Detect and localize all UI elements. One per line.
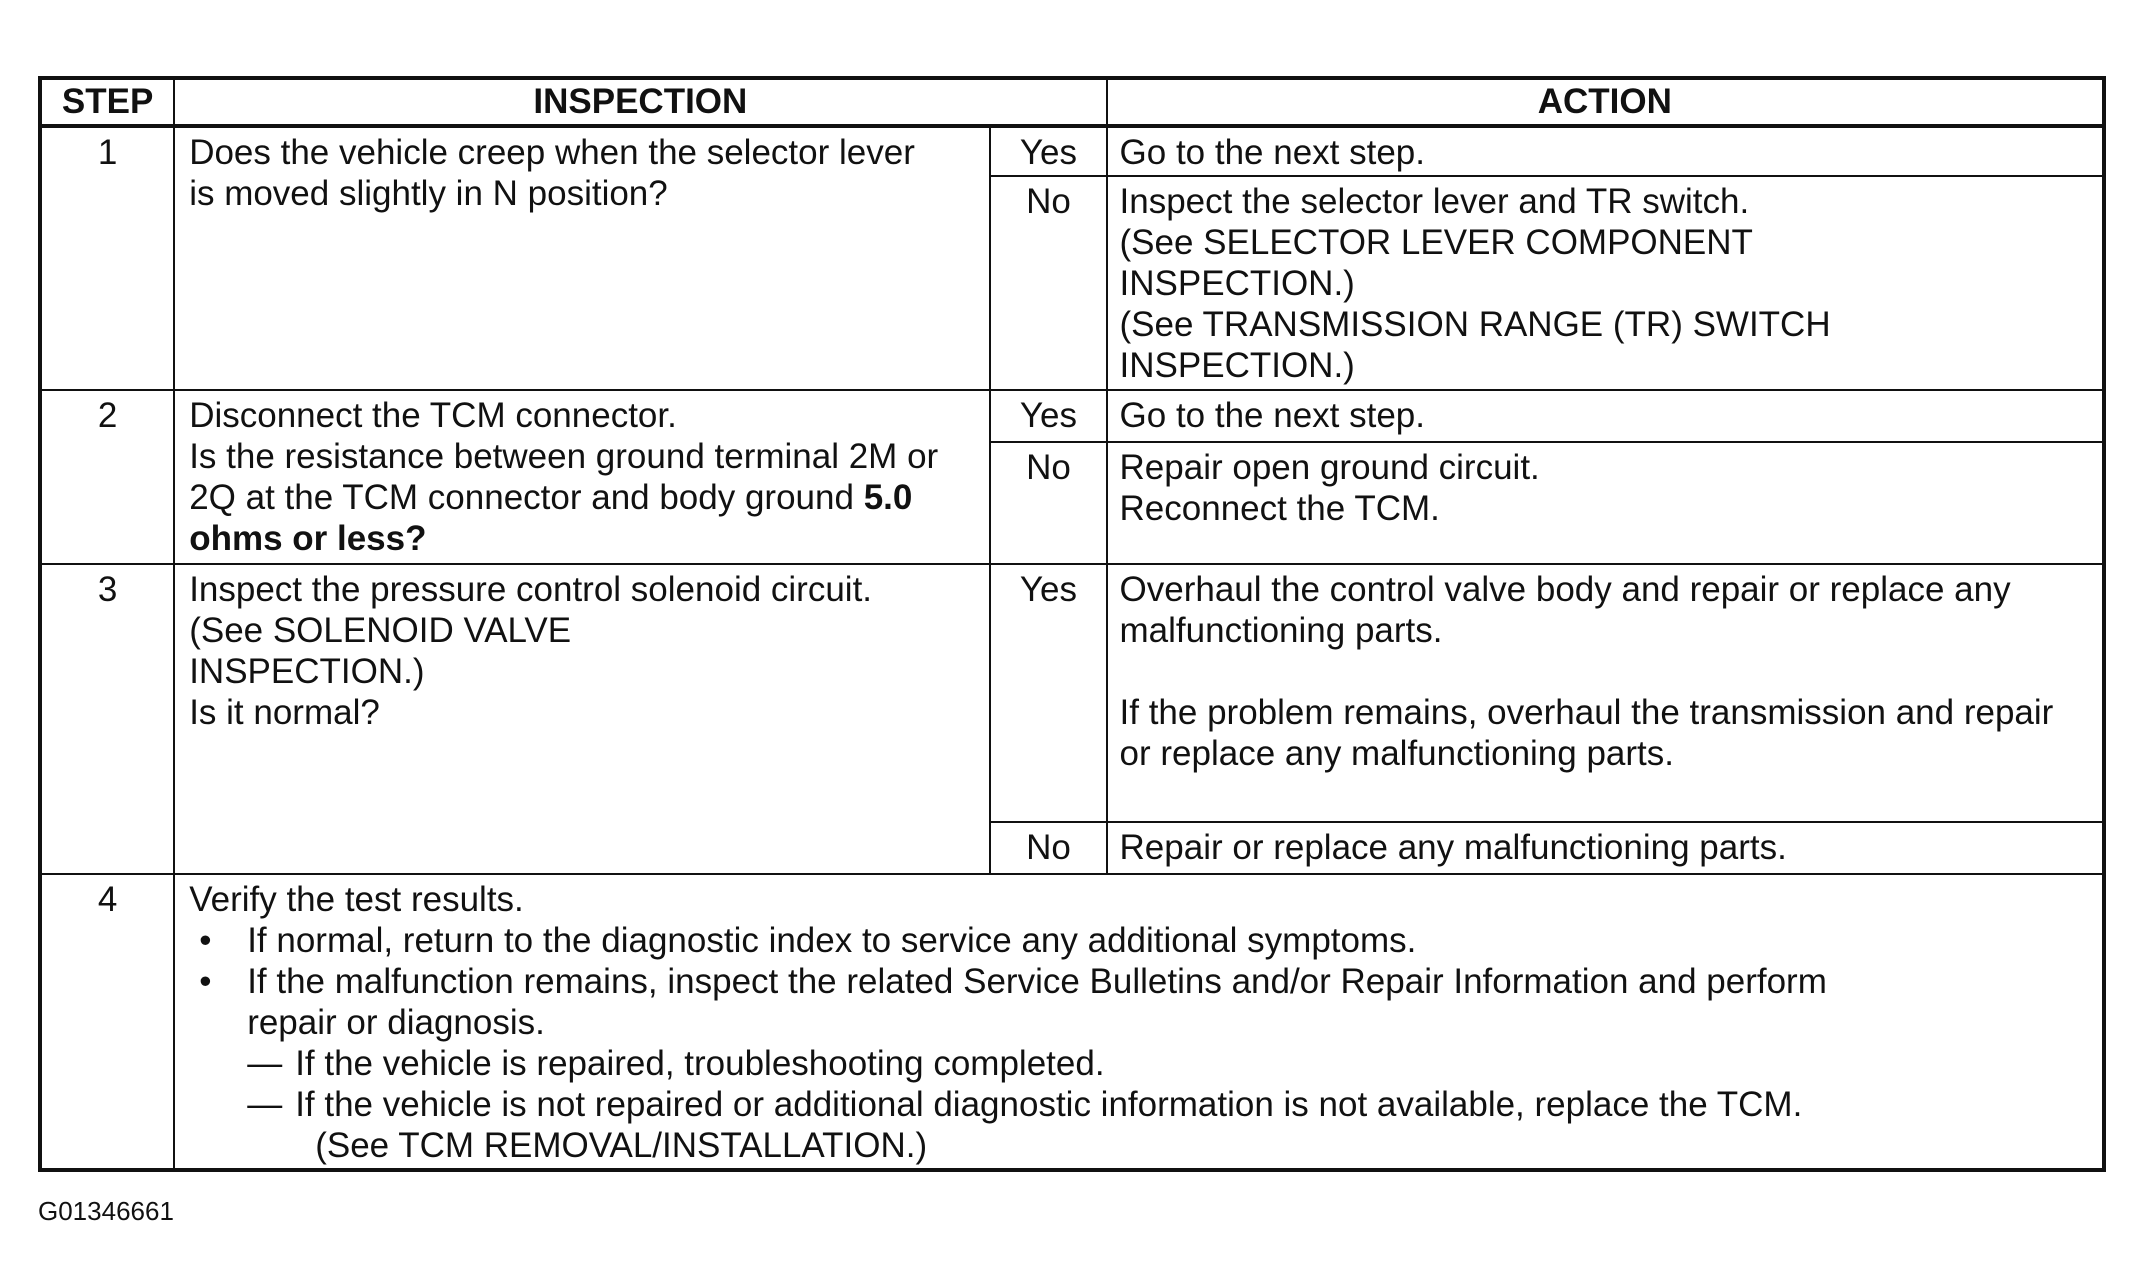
inspection-line: Disconnect the TCM connector.: [189, 396, 677, 435]
no-label: No: [990, 176, 1106, 390]
step-4-content: [174, 874, 2104, 1170]
paragraph-gap: [1120, 651, 2092, 692]
bullet-text: If normal, return to the diagnostic index to service any additional symptoms.: [247, 921, 1417, 960]
spec-unit: ohms or less?: [189, 519, 427, 558]
action-line: If the problem remains, overhaul the transmission and repair: [1119, 693, 2054, 732]
spec-value: 5.0: [863, 478, 913, 517]
inspection-line: Is it normal?: [189, 693, 380, 732]
inspection-line: Does the vehicle creep when the selector lever: [189, 133, 915, 172]
bullet-icon: •: [199, 962, 212, 1001]
diagnostic-table: [38, 76, 2106, 1172]
action-line: or replace any malfunctioning parts.: [1119, 734, 1674, 773]
action-line: Inspect the selector lever and TR switch.: [1119, 182, 1750, 221]
action-line: Reconnect the TCM.: [1119, 489, 1440, 528]
step-4-row: [40, 874, 2104, 1170]
step-number: 4: [40, 874, 174, 1170]
step-number: 3: [40, 564, 174, 874]
yes-action: [1107, 564, 2104, 822]
step-3-yes-row: [40, 564, 2104, 822]
no-action: [1107, 442, 2104, 564]
header-row: [40, 78, 2104, 126]
figure-code: G01346661: [38, 1196, 174, 1226]
inspection-line: (See SOLENOID VALVE: [189, 611, 572, 650]
step-4-intro: Verify the test results.: [189, 880, 524, 919]
header-step: STEP: [40, 78, 174, 126]
inspection-line: is moved slightly in N position?: [189, 174, 668, 213]
inspection-line: [189, 477, 979, 518]
action-line: Overhaul the control valve body and repair or replace any: [1119, 570, 2011, 609]
bullet-text: repair or diagnosis.: [247, 1003, 545, 1042]
yes-action: [1107, 390, 2104, 442]
dash-icon: —: [247, 1044, 283, 1083]
inspection-line-text: 2Q at the TCM connector and body ground: [189, 478, 854, 517]
dash-item: [189, 1043, 2092, 1084]
yes-action: [1107, 126, 2104, 176]
inspection-text: [174, 390, 990, 564]
inspection-text: [174, 564, 990, 874]
no-action: [1107, 176, 2104, 390]
inspection-text: [174, 126, 990, 390]
step-1-yes-row: [40, 126, 2104, 176]
bullet-icon: •: [199, 921, 212, 960]
bullet-item: [189, 920, 2092, 961]
dash-text: If the vehicle is not repaired or additional diagnostic information is not available, replace the TCM.: [295, 1085, 1803, 1124]
no-action: [1107, 822, 2104, 874]
inspection-line: INSPECTION.): [189, 652, 425, 691]
action-line: malfunctioning parts.: [1119, 611, 1443, 650]
action-line: (See SELECTOR LEVER COMPONENT: [1119, 223, 1753, 262]
header-action: ACTION: [1107, 78, 2104, 126]
inspection-line: Inspect the pressure control solenoid circuit.: [189, 570, 873, 609]
step-2-yes-row: [40, 390, 2104, 442]
yes-label: Yes: [990, 126, 1106, 176]
dash-text: If the vehicle is repaired, troubleshooting completed.: [295, 1044, 1105, 1083]
see-reference: (See TCM REMOVAL/INSTALLATION.): [315, 1126, 928, 1165]
dash-icon: —: [247, 1085, 283, 1124]
yes-label: Yes: [990, 564, 1106, 822]
action-line: INSPECTION.): [1119, 346, 1355, 385]
dash-item: [189, 1084, 2092, 1125]
action-line: Repair or replace any malfunctioning parts.: [1119, 828, 1787, 867]
action-line: Go to the next step.: [1119, 396, 1425, 435]
bullet-text: If the malfunction remains, inspect the related Service Bulletins and/or Repair Information and perform: [247, 962, 1827, 1001]
inspection-line: Is the resistance between ground terminal 2M or: [189, 437, 939, 476]
action-line: Repair open ground circuit.: [1119, 448, 1540, 487]
no-label: No: [990, 442, 1106, 564]
yes-label: Yes: [990, 390, 1106, 442]
bullet-item: [189, 961, 2092, 1043]
action-line: INSPECTION.): [1119, 264, 1355, 303]
action-line: (See TRANSMISSION RANGE (TR) SWITCH: [1119, 305, 1831, 344]
step-number: 1: [40, 126, 174, 390]
action-line: Go to the next step.: [1119, 133, 1425, 172]
header-inspection: INSPECTION: [174, 78, 1106, 126]
step-number: 2: [40, 390, 174, 564]
no-label: No: [990, 822, 1106, 874]
